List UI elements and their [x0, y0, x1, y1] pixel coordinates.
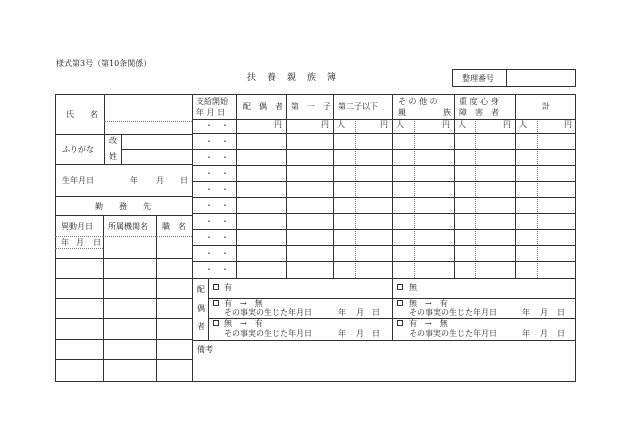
row-dots: ・ ・: [205, 217, 229, 226]
row-dots: ・ ・: [205, 201, 229, 210]
fact-year-unit: 年: [338, 329, 346, 338]
col-dai1: 第 一 子: [291, 102, 331, 111]
remarks-label: 備考: [197, 345, 213, 354]
spouse-nashi-ari-checkbox-2[interactable]: [213, 320, 219, 326]
remarks-field[interactable]: [222, 343, 572, 379]
unit-nin-jushin: 人: [458, 120, 466, 129]
unit-nin-kei: 人: [519, 120, 527, 129]
kaisei-label-2: 姓: [109, 152, 117, 161]
col-shikyu-2: 年 月 日: [196, 108, 226, 117]
fact-year-unit: 年: [522, 308, 530, 317]
unit-yen-jushin: 円: [503, 120, 511, 129]
fact-month-unit: 月: [540, 308, 548, 317]
unit-yen-sonota: 円: [442, 120, 450, 129]
row-dots: ・ ・: [205, 153, 229, 162]
fact-date-label: その事実の生じた年月日: [409, 308, 497, 317]
spouse-side-3: 者: [197, 322, 205, 331]
unit-yen-kei: 円: [564, 120, 572, 129]
spouse-nashi-ari-checkbox[interactable]: [397, 300, 403, 306]
unit-yen-dai1: 円: [321, 120, 329, 129]
row-dots: ・ ・: [205, 265, 229, 274]
idou-year-unit: 年: [61, 238, 69, 247]
col-dai2: 第二子以下: [338, 102, 378, 111]
idou-day-unit: 日: [93, 238, 101, 247]
spouse-ari-nashi-checkbox[interactable]: [213, 300, 219, 306]
birth-day-unit: 日: [180, 176, 188, 185]
unit-nin-dai2: 人: [337, 120, 345, 129]
spouse-ari-checkbox[interactable]: [213, 284, 219, 290]
col-sonota-1: そ の 他 の: [398, 97, 438, 106]
fact-month-unit: 月: [356, 308, 364, 317]
fact-date-label: その事実の生じた年月日: [224, 329, 312, 338]
fact-year-unit: 年: [338, 308, 346, 317]
spouse-nashi-label: 無: [409, 283, 417, 292]
col-jushin-2: 障 害 者: [459, 108, 499, 117]
unit-yen-haigusha: 円: [274, 120, 282, 129]
idou-month-unit: 月: [76, 238, 84, 247]
kaisei-label-1: 改: [109, 136, 117, 145]
spouse-ari-nashi-label-2: 有 → 無: [409, 319, 448, 328]
fact-date-label: その事実の生じた年月日: [224, 308, 312, 317]
col-haigusha: 配 偶 者: [243, 102, 283, 111]
row-dots: ・ ・: [205, 169, 229, 178]
col-jushin-1: 重 度 心 身: [459, 97, 499, 106]
row-dots: ・ ・: [205, 121, 229, 130]
seiri-bango-field[interactable]: [508, 71, 574, 85]
row-dots: ・ ・: [205, 249, 229, 258]
furigana-label: ふりがな: [62, 145, 94, 154]
birth-year-unit: 年: [130, 176, 138, 185]
fact-month-unit: 月: [356, 329, 364, 338]
fact-year-unit: 年: [522, 329, 530, 338]
col-shikyu-1: 支給開始: [196, 97, 228, 106]
fact-day-unit: 日: [557, 329, 565, 338]
fact-date-label: その事実の生じた年月日: [409, 329, 497, 338]
kinmusaki-label: 勤 務 先: [95, 202, 151, 211]
birth-label: 生年月日: [62, 176, 94, 185]
col-sonota-2b: 族: [443, 108, 451, 117]
seiri-bango-label: 整理番号: [462, 74, 494, 83]
spouse-side-2: 偶: [197, 304, 205, 313]
col-sonota-2a: 親: [398, 108, 406, 117]
shokumei-label: 職 名: [162, 222, 186, 231]
spouse-ari-label: 有: [224, 283, 232, 292]
row-dots: ・ ・: [205, 233, 229, 242]
spouse-nashi-checkbox[interactable]: [397, 284, 403, 290]
spouse-ari-nashi-checkbox-2[interactable]: [397, 320, 403, 326]
spouse-ari-nashi-label: 有 → 無: [224, 299, 263, 308]
row-dots: ・ ・: [205, 137, 229, 146]
name-field[interactable]: [106, 96, 190, 132]
name-label: 氏 名: [66, 110, 98, 119]
fact-day-unit: 日: [372, 308, 380, 317]
form-title: 扶 養 親 族 簿: [247, 73, 338, 83]
shozoku-label: 所属機関名: [108, 222, 148, 231]
fact-day-unit: 日: [557, 308, 565, 317]
fact-month-unit: 月: [540, 329, 548, 338]
form-number: 様式第3号（第10条関係）: [56, 59, 152, 68]
unit-yen-dai2: 円: [380, 120, 388, 129]
row-dots: ・ ・: [205, 185, 229, 194]
spouse-side-1: 配: [197, 285, 205, 294]
unit-nin-sonota: 人: [396, 120, 404, 129]
birth-month-unit: 月: [156, 176, 164, 185]
idou-label: 異動月日: [61, 222, 93, 231]
fact-day-unit: 日: [372, 329, 380, 338]
col-kei: 計: [542, 102, 550, 111]
spouse-nashi-ari-label: 無 → 有: [409, 299, 448, 308]
spouse-nashi-ari-label-2: 無 → 有: [224, 319, 263, 328]
